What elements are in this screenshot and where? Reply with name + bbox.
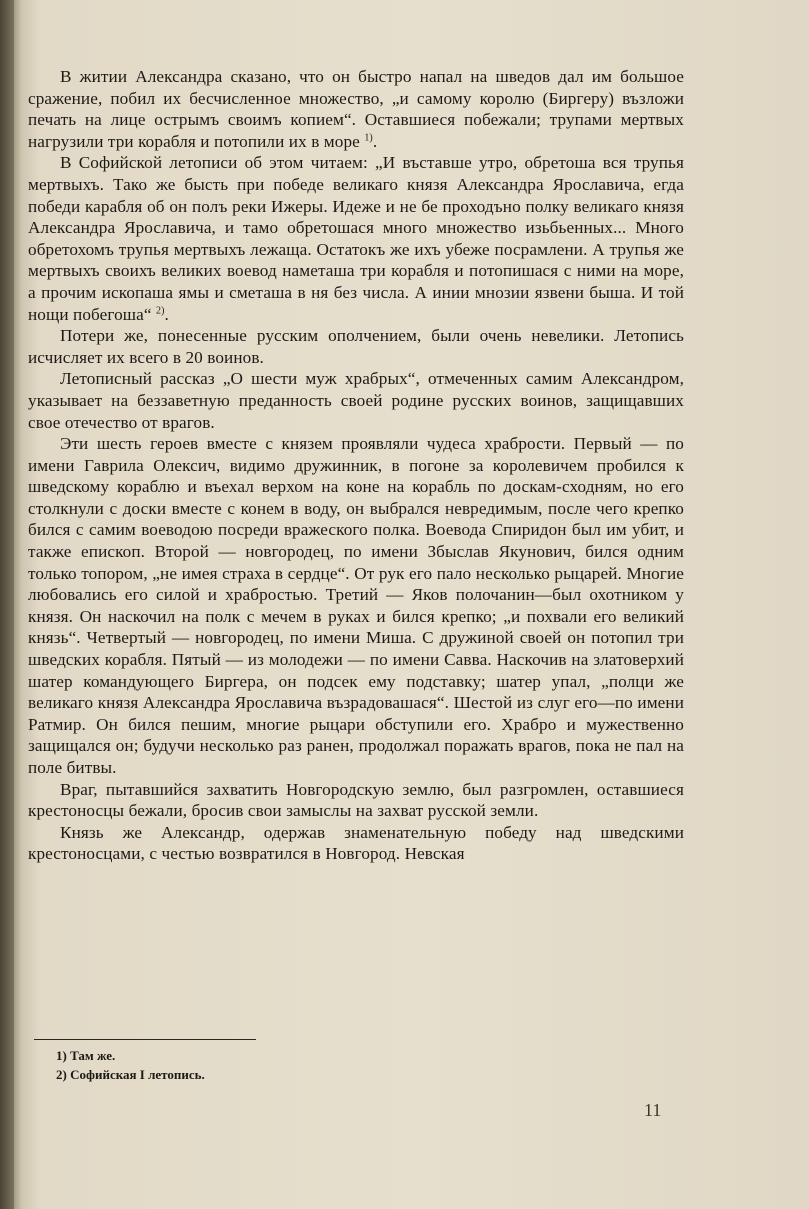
paragraph-5: Эти шесть героев вместе с князем проявляли чудеса храбрости. Первый — по имени Гаврила Олексич, видимо дружинник, в погоне за королевичем пробился к шведскому кораблю и въехал верхом на коне на корабль по доскам-сходням, но его столкнули с доски вместе с конем в воду, он выбрался невредимым, после чего крепко бился с самим воеводою посреди вражеского полка. Воевода Спиридон был им убит, и также епископ. Второй — новгородец, по имени Збыслав Якунович, бился одним только топором, „не имея страха в сердце“. От рук его пало несколько рыцарей. Многие любовались его силой и храбростью. Третий — Яков полочанин—был охотником у князя. Он наскочил на полк с мечем в руках и бился крепко; „и похвали его великий князь“. Четвертый — новгородец, по имени Миша. С дружиной своей он потопил три шведских корабля. Пятый — из молодежи — по имени Савва. Наскочив на златоверхий шатер командующего Биргера, он подсек ему подставку; шатер упал, „полци же великаго князя Александра Ярославича възрадовашася“. Шестой из слуг его—по имени Ратмир. Он бился пешим, многие рыцари обступили его. Храбро и мужественно защищался он; будучи несколько раз ранен, продолжал поражать врагов, пока не пал на поле битвы. bbox=[28, 434, 684, 777]
paragraph-2-text: В Софийской летописи об этом читаем: „И въставше утро, обретоша вся трупья мертвыхъ. Тако же бысть при победе великаго князя Александра Ярославича, егда победи карабля об он полъ реки Ижеры. Идеже и не бе проходъно полку великаго князя Александра Ярославича, и тамо обретошася много множество изьбьенных... Много обретохомъ трупья мертвыхъ лежаща. Остатокъ же ихъ убеже посрамлени. А трупья же мертвыхъ своихъ великих воевод наметаша три корабля и потопишася с ними на море, а прочим ископаша ямы и сметаша в ня без числа. А инии мнозии язвени быша. И той нощи побегоша“ bbox=[28, 153, 684, 324]
paragraph-3: Потери же, понесенные русским ополчением, были очень невелики. Летопись исчисляет их всего в 20 воинов. bbox=[28, 326, 684, 367]
paragraph-2: В Софийской летописи об этом читаем: „И въставше утро, обретоша вся трупья мертвыхъ. Тако же бысть при победе великаго князя Александра Ярославича, егда победи карабля об он полъ реки Ижеры. Идеже и не бе проходъно полку великаго князя Александра Ярославича, и тамо обретошася много множество изьбьенных... Много обретохомъ трупья мертвыхъ лежаща. Остатокъ же ихъ убеже посрамлени. А трупья же мертвыхъ своихъ великих воевод наметаша три корабля и потопишася с ними на море, а прочим ископаша ямы и сметаша в ня без числа. А инии мнозии язвени быша. И той нощи побегоша“ $^{2)}$. bbox=[28, 153, 684, 324]
footnotes bbox=[56, 1046, 456, 1084]
paragraph-1-text: В житии Александра сказано, что он быстро напал на шведов дал им большое сражение, побил их бесчисленное множество, „и самому королю (Биргеру) възложи печать на лице острымъ своимъ копием“. Оставшиеся побежали; трупами мертвых нагрузили три корабля и потопили их в море bbox=[28, 67, 684, 151]
book-spine-edge bbox=[0, 0, 14, 1209]
footnote-divider bbox=[34, 1039, 256, 1040]
paragraph-6: Враг, пытавшийся захватить Новгородскую землю, был разгромлен, оставшиеся крестоносцы бежали, бросив свои замыслы на захват русской земли. bbox=[28, 779, 684, 821]
footnote-mark-1: 1) bbox=[364, 132, 373, 144]
footnote-mark-2: 2) bbox=[155, 304, 165, 316]
paragraph-7: Князь же Александр, одержав знаменательную победу над шведскими крестоносцами, с честью возвратился в Новгород. Невская bbox=[28, 822, 684, 864]
paragraph-1: В житии Александра сказано, что он быстро напал на шведов дал им большое сражение, побил их бесчисленное множество, „и самому королю (Биргеру) възложи печать на лице острымъ своимъ копием“. Оставшиеся побежали; трупами мертвых нагрузили три корабля и потопили их в море $^{1)}$. bbox=[28, 67, 684, 151]
page-number: 11 bbox=[644, 1100, 662, 1120]
main-text bbox=[28, 66, 684, 865]
footnote-1: 1) Там же. bbox=[56, 1048, 116, 1063]
paragraph-4: Летописный рассказ „О шести муж храбрых“, отмеченных самим Александром, указывает на беззаветную преданность своей родине русских воинов, защищавших свое отечество от врагов. bbox=[28, 369, 684, 432]
footnote-2: 2) Софийская I летопись. bbox=[56, 1067, 205, 1082]
